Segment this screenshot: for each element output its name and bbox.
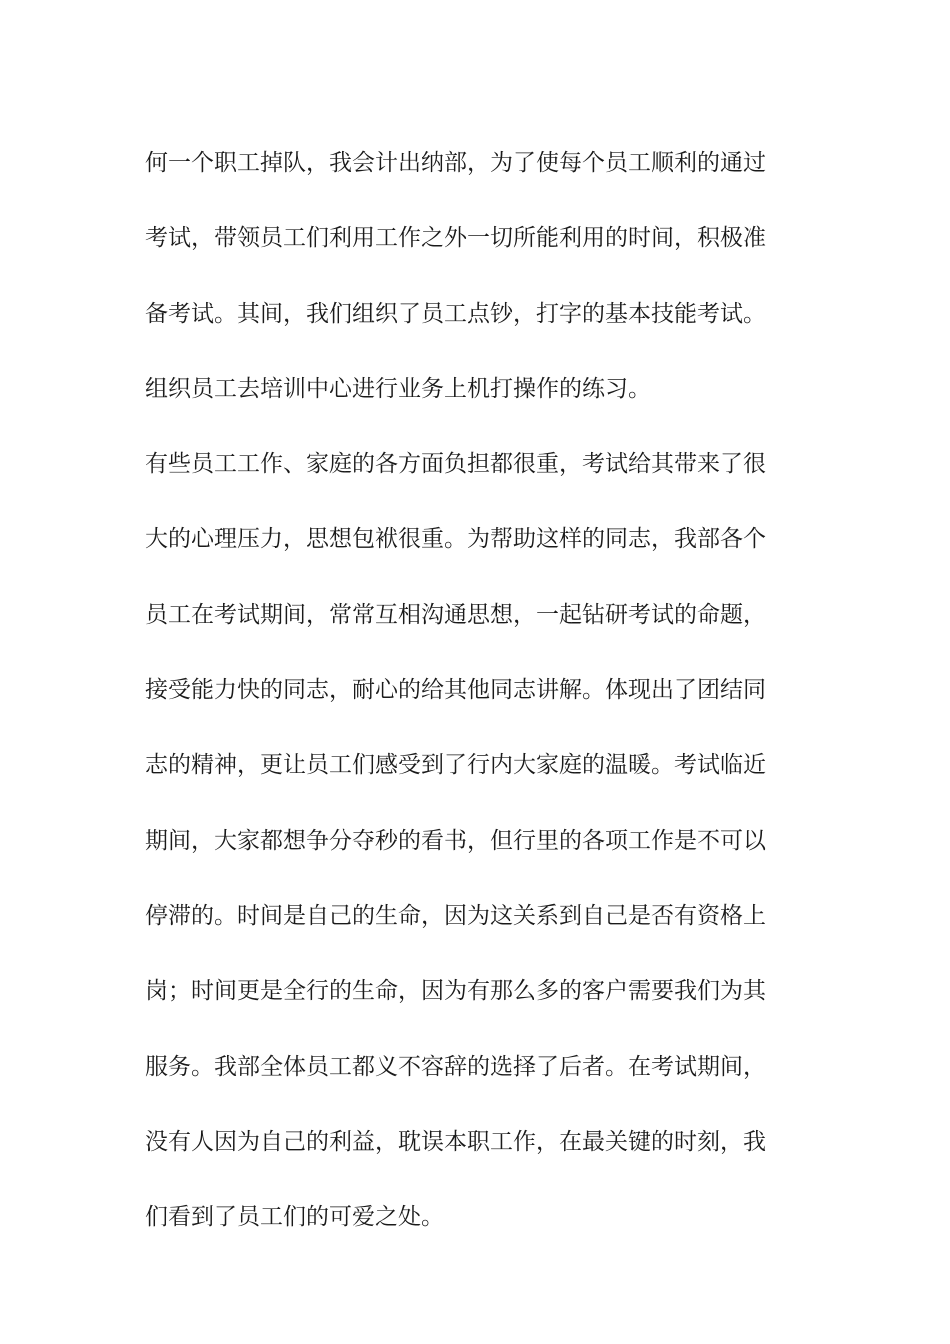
text-line: 何一个职工掉队，我会计出纳部，为了使每个员工顺利的通过 (145, 150, 766, 176)
text-line: 组织员工去培训中心进行业务上机打操作的练习。 (145, 375, 651, 402)
text-line: 岗；时间更是全行的生命，因为有那么多的客户需要我们为其 (145, 978, 766, 1005)
text-line: 停滞的。时间是自己的生命，因为这关系到自己是否有资格上 (145, 902, 766, 929)
text-line: 服务。我部全体员工都义不容辞的选择了后者。在考试期间， (145, 1053, 766, 1080)
text-line: 大的心理压力，思想包袱很重。为帮助这样的同志，我部各个 (145, 526, 766, 553)
text-line: 们看到了员工们的可爱之处。 (145, 1204, 444, 1231)
text-line: 有些员工工作、家庭的各方面负担都很重，考试给其带来了很 (145, 451, 766, 478)
text-line: 备考试。其间，我们组织了员工点钞，打字的基本技能考试。 (145, 300, 766, 327)
text-line: 考试，带领员工们利用工作之外一切所能利用的时间，积极准 (145, 225, 766, 252)
text-line: 志的精神，更让员工们感受到了行内大家庭的温暖。考试临近 (145, 752, 766, 779)
text-line: 接受能力快的同志，耐心的给其他同志讲解。体现出了团结同 (145, 677, 766, 704)
text-line: 期间，大家都想争分夺秒的看书，但行里的各项工作是不可以 (145, 827, 766, 854)
body-text (145, 126, 810, 1255)
text-line: 没有人因为自己的利益，耽误本职工作，在最关键的时刻，我 (145, 1128, 766, 1155)
text-line: 员工在考试期间，常常互相沟通思想，一起钻研考试的命题， (145, 601, 766, 628)
